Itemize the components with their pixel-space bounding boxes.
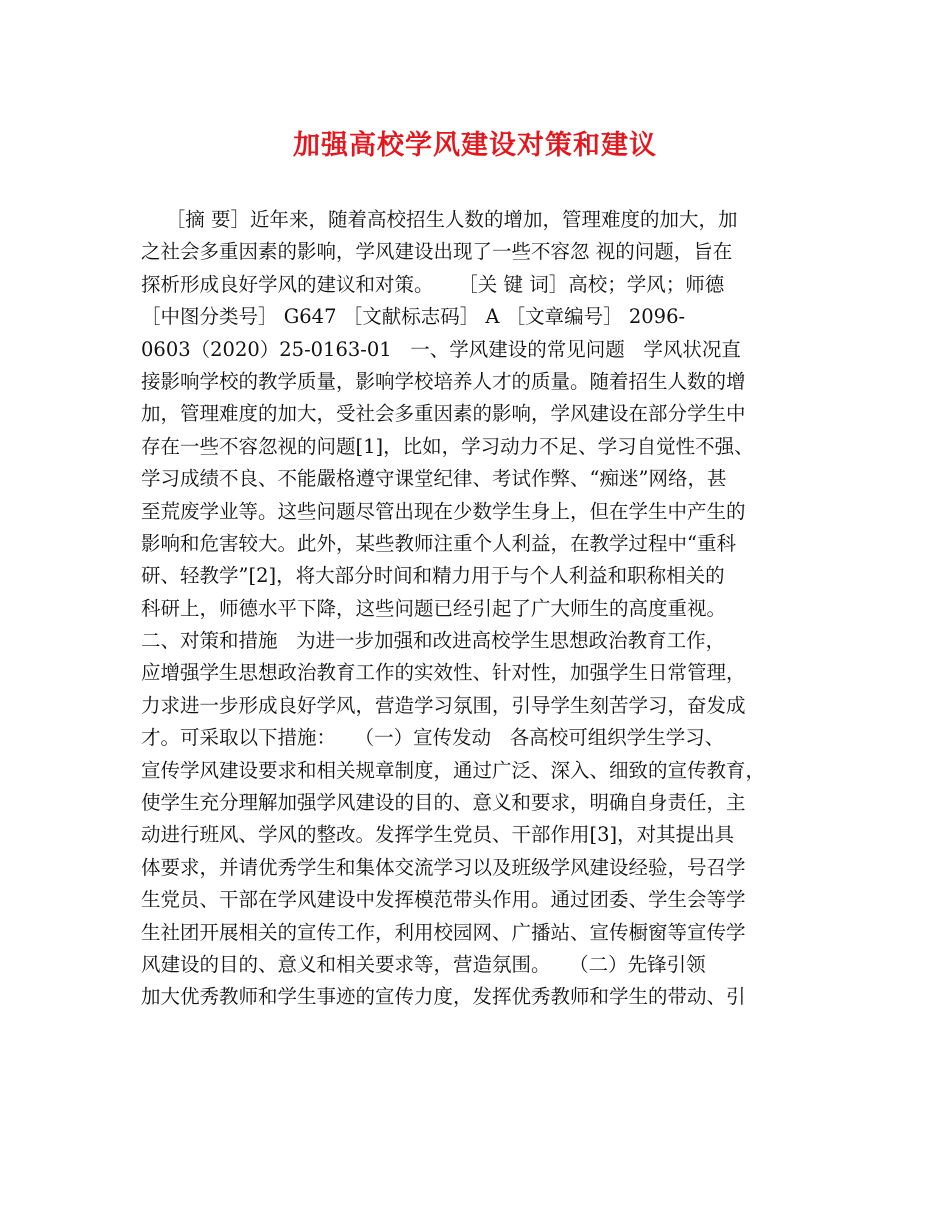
body-line: 使学生充分理解加强学风建设的目的、意义和要求，明确自身责任，主	[141, 791, 746, 815]
body-line: 加大优秀教师和学生事迹的宣传力度，发挥优秀教师和学生的带动、引	[141, 985, 746, 1009]
body-line: 应增强学生思想政治教育工作的实效性、针对性，加强学生日常管理，	[141, 661, 746, 685]
body-line: 二、对策和措施 为进一步加强和改进高校学生思想政治教育工作，	[141, 629, 726, 653]
body-line: 生党员、干部在学风建设中发挥模范带头作用。通过团委、学生会等学	[141, 888, 746, 912]
body-line: 加，管理难度的加大，受社会多重因素的影响，学风建设在部分学生中	[141, 402, 746, 426]
body-line: 风建设的目的、意义和相关要求等，营造氛围。 （二）先锋引领	[141, 952, 706, 976]
body-line: 之社会多重因素的影响，学风建设出现了一些不容忽 视的问题，旨在	[141, 240, 733, 264]
document-body	[141, 204, 821, 1014]
body-line: 探析形成良好学风的建议和对策。 ［关 键 词］高校；学风；师德	[141, 272, 725, 296]
body-line: 学习成绩不良、不能嚴格遵守课堂纪律、考试作弊、“痴迷”网络，甚	[141, 467, 727, 491]
body-line: 才。可采取以下措施： （一）宣传发动 各高校可组织学生学习、	[141, 726, 725, 750]
body-line: 研、轻教学”[2]，将大部分时间和精力用于与个人利益和职称相关的	[141, 564, 725, 588]
body-line: 体要求，并请优秀学生和集体交流学习以及班级学风建设经验，号召学	[141, 855, 746, 879]
body-line: 生社团开展相关的宣传工作，利用校园网、广播站、宣传橱窗等宣传学	[141, 920, 746, 944]
body-line: 接影响学校的教学质量，影响学校培养人才的质量。随着招生人数的增	[141, 369, 746, 393]
body-line: 至荒废学业等。这些问题尽管出现在少数学生身上，但在学生中产生的	[141, 499, 746, 523]
document-title: 加强高校学风建设对策和建议	[293, 130, 657, 161]
body-line: 存在一些不容忽视的问题[1]，比如，学习动力不足、学习自觉性不强、	[141, 434, 754, 458]
body-line: ［中图分类号］ G647 ［文献标志码］ A ［文章编号］ 2096-	[141, 305, 686, 329]
body-line: 动进行班风、学风的整改。发挥学生党员、干部作用[3]，对其提出具	[141, 823, 735, 847]
body-line: 0603（2020）25-0163-01 一、学风建设的常见问题 学风状况直	[141, 337, 741, 361]
body-line: 力求进一步形成良好学风，营造学习氛围，引导学生刻苦学习，奋发成	[141, 693, 746, 717]
body-line: 影响和危害较大。此外，某些教师注重个人利益，在教学过程中“重科	[141, 531, 736, 555]
body-line: 科研上，师德水平下降，这些问题已经引起了广大师生的高度重视。	[141, 596, 727, 620]
body-line: 宣传学风建设要求和相关规章制度，通过广泛、深入、细致的宣传教育，	[141, 758, 766, 782]
body-line: ［摘 要］近年来，随着高校招生人数的增加，管理难度的加大，加	[141, 208, 738, 231]
